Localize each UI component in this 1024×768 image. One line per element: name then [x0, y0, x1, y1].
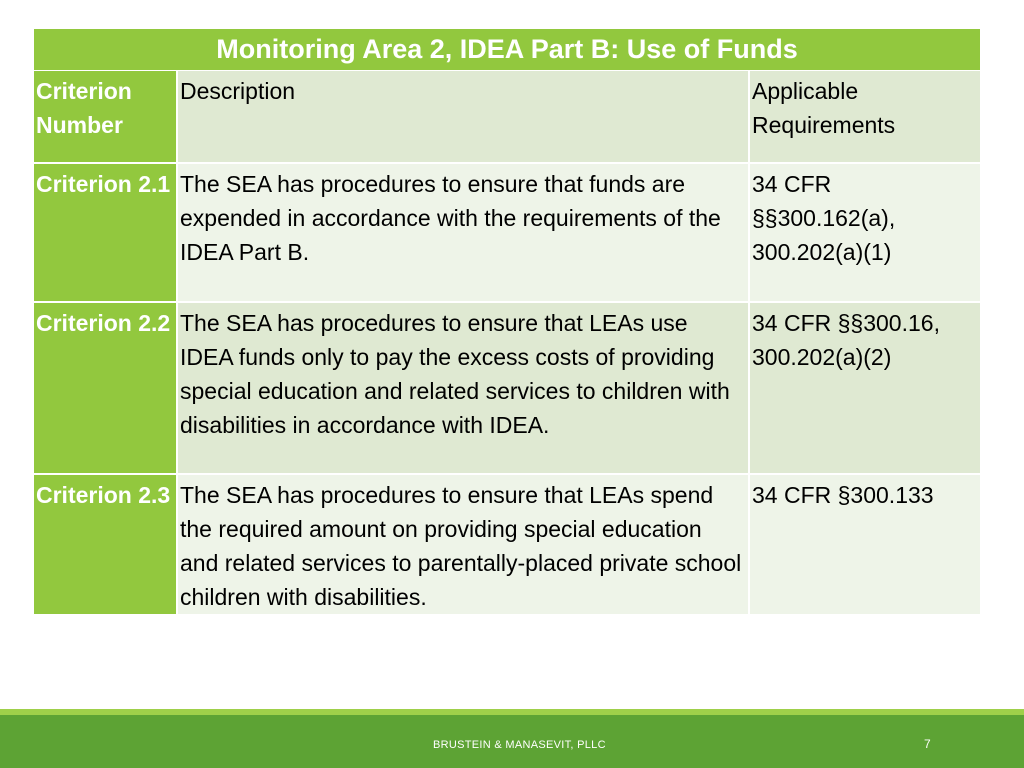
footer-company-name: BRUSTEIN & MANASEVIT, PLLC — [433, 739, 606, 751]
header-applicable-requirements: Applicable Requirements — [750, 71, 980, 162]
page-number: 7 — [924, 737, 931, 751]
header-criterion-number: Criterion Number — [34, 71, 178, 162]
criterion-cell: Criterion 2.3 — [34, 473, 178, 614]
table-row — [34, 162, 980, 301]
description-cell: The SEA has procedures to ensure that funds are expended in accordance with the requirements of the IDEA Part B. — [178, 162, 750, 301]
criterion-cell: Criterion 2.1 — [34, 162, 178, 301]
description-cell: The SEA has procedures to ensure that LEAs spend the required amount on providing special education and related services to parentally-placed private school children with disabilities. — [178, 473, 750, 614]
requirements-cell: 34 CFR §§300.162(a), 300.202(a)(1) — [750, 162, 980, 301]
requirements-cell: 34 CFR §300.133 — [750, 473, 980, 614]
requirements-cell: 34 CFR §§300.16, 300.202(a)(2) — [750, 301, 980, 473]
table-row — [34, 473, 980, 614]
table-title: Monitoring Area 2, IDEA Part B: Use of Funds — [34, 29, 980, 71]
header-description: Description — [178, 71, 750, 162]
criterion-cell: Criterion 2.2 — [34, 301, 178, 473]
header-row — [34, 71, 980, 162]
table-row — [34, 301, 980, 473]
description-cell: The SEA has procedures to ensure that LEAs use IDEA funds only to pay the excess costs of providing special education and related services to children with disabilities in accordance with IDEA. — [178, 301, 750, 473]
criteria-table — [34, 29, 980, 614]
